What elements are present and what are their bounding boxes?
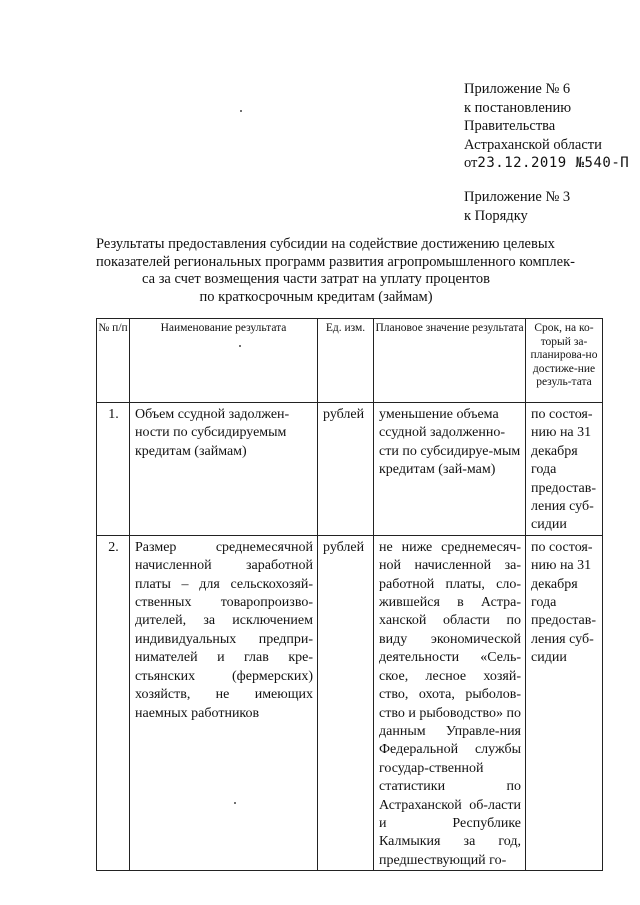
appendix-date-prefix: от (464, 155, 478, 172)
row-planned-value: не ниже среднемесяч-ной начисленной за-работной платы, сло-жившейся в Астра-ханской области по виду экономической деятельности «Сель-ское, лесное хозяй-ство, охота, рыболов-ство и рыбоводство» по данным Управле-ния Федеральной службы государ-ственной статистики по Астраханской об-ласти и Республике Калмыкия за год, предшествующий го- (374, 535, 526, 870)
row-unit: рублей (318, 403, 374, 536)
row-result-name: Объем ссудной задолжен-ности по субсидируемым кредитам (займам) (130, 403, 318, 536)
scan-speck (234, 802, 236, 804)
scan-speck (239, 345, 241, 347)
header-unit: Ед. изм. (318, 319, 374, 403)
scan-speck (240, 110, 242, 112)
appendix-line-7: к Порядку (464, 207, 528, 224)
row-planned-value: уменьшение объема ссудной задолженно-сти по субсидируе-мым кредитам (зай-мам) (374, 403, 526, 536)
row-number: 2. (97, 535, 130, 870)
appendix-line-6: Приложение № 3 (464, 188, 571, 205)
title-line-4: по краткосрочным кредитам (займам) (199, 288, 433, 305)
header-planned-value: Плановое значение результата (374, 319, 526, 403)
document-title (96, 236, 575, 306)
header-result-name: Наименование результата (130, 319, 318, 403)
title-line-1: Результаты предоставления субсидии на содействие достижению целевых (96, 236, 555, 252)
row-deadline: по состоя-нию на 31 декабря года предостав-ления суб-сидии (526, 535, 603, 870)
appendix-line-2: к постановлению (464, 99, 572, 116)
appendix-line-1: Приложение № 6 (464, 81, 571, 97)
handwritten-date-number: 23.12.2019 №540-П (477, 155, 630, 172)
title-line-3: са за счет возмещения части затрат на уплату процентов (142, 271, 490, 287)
table-row (97, 403, 603, 536)
row-unit: рублей (318, 535, 374, 870)
results-table (96, 318, 603, 871)
header-deadline: Срок, на ко-торый за-планирова-но достиже-ние резуль-тата (526, 319, 603, 403)
header-number: № п/п (97, 319, 130, 403)
appendix-block (464, 80, 634, 225)
table-header-row (97, 319, 603, 403)
appendix-line-4: Астраханской области (464, 136, 602, 153)
table-row (97, 535, 603, 870)
appendix-line-5 (464, 154, 634, 173)
row-result-name: Размер среднемесячной начисленной заработной платы – для сельскохозяй-ственных товаропроизво-дителей, за исключением индивидуальных предпри-нимателей и глав кре-стьянских (фермерских) хозяйств, не имеющих наемных работников (130, 535, 318, 870)
row-deadline: по состоя-нию на 31 декабря года предостав-ления суб-сидии (526, 403, 603, 536)
title-line-2: показателей региональных программ развития агропромышленного комплек- (96, 253, 575, 270)
appendix-line-3: Правительства (464, 118, 556, 135)
row-number: 1. (97, 403, 130, 536)
